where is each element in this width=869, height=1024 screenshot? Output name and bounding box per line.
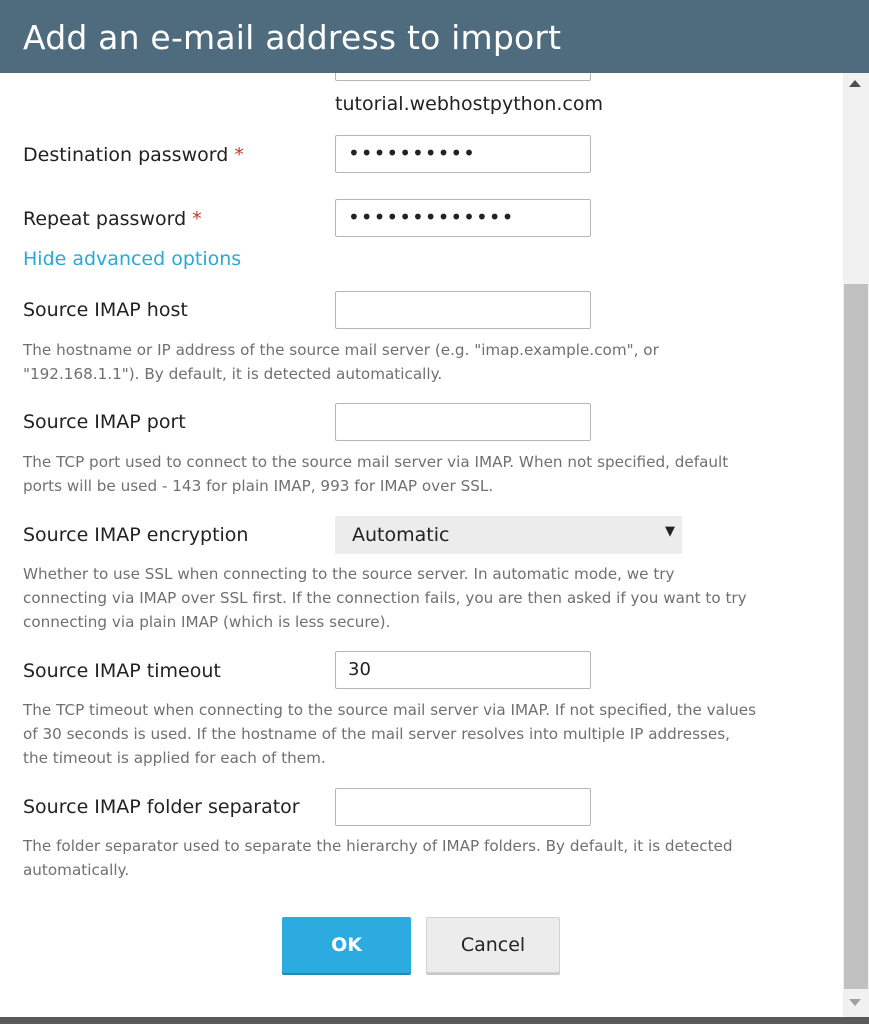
dialog-body (0, 73, 843, 1017)
domain-suffix: tutorial.webhostpython.com (335, 93, 604, 115)
email-local-part-input[interactable] (335, 73, 591, 81)
imap-port-input[interactable] (335, 403, 591, 441)
imap-timeout-label: Source IMAP timeout (23, 660, 221, 682)
imap-host-input[interactable] (335, 291, 591, 329)
scrollbar-thumb[interactable] (844, 284, 868, 989)
required-mark: * (234, 144, 244, 166)
imap-host-label: Source IMAP host (23, 299, 188, 321)
cancel-button[interactable]: Cancel (426, 917, 560, 973)
window-bottom-edge (0, 1017, 869, 1024)
imap-timeout-input[interactable]: 30 (335, 651, 591, 689)
required-mark: * (192, 208, 202, 230)
imap-encryption-select[interactable] (335, 516, 682, 554)
destination-password-label (23, 143, 244, 167)
imap-folder-separator-input[interactable] (335, 788, 591, 826)
destination-password-input[interactable]: •••••••••• (335, 135, 591, 173)
imap-encryption-hint: Whether to use SSL when connecting to the source server. In automatic mode, we try connecting via IMAP over SSL first. If the connection fails, you are then asked if you want to try connecting via plain IMAP (which is less secure). (23, 565, 747, 631)
repeat-password-label (23, 207, 202, 231)
ok-button[interactable]: OK (282, 917, 411, 973)
imap-port-label: Source IMAP port (23, 411, 186, 433)
hide-advanced-options-link[interactable]: Hide advanced options (23, 248, 242, 270)
imap-encryption-label: Source IMAP encryption (23, 524, 249, 546)
repeat-password-input[interactable]: ••••••••••••• (335, 199, 591, 237)
destination-password-label-text: Destination password (23, 144, 229, 166)
dialog-header (0, 0, 869, 73)
imap-timeout-hint: The TCP timeout when connecting to the source mail server via IMAP. If not specified, the values of 30 seconds is used. If the hostname of the mail server resolves into multiple IP addresses, the timeout is applied for each of them. (23, 701, 757, 767)
imap-folder-separator-hint: The folder separator used to separate the hierarchy of IMAP folders. By default, it is detected automatically. (23, 837, 733, 879)
dropdown-arrow-icon: ▼ (665, 524, 675, 539)
repeat-password-label-text: Repeat password (23, 208, 187, 230)
imap-port-hint: The TCP port used to connect to the source mail server via IMAP. When not specified, default ports will be used - 143 for plain IMAP, 993 for IMAP over SSL. (23, 453, 729, 495)
scroll-down-arrow-icon[interactable] (849, 999, 861, 1006)
imap-encryption-selected: Automatic (352, 524, 450, 546)
imap-host-hint: The hostname or IP address of the source mail server (e.g. "imap.example.com", or "192.168.1.1"). By default, it is detected automatically. (23, 341, 659, 383)
imap-folder-separator-label: Source IMAP folder separator (23, 796, 300, 818)
dialog-title: Add an e-mail address to import (23, 18, 562, 57)
scroll-up-arrow-icon[interactable] (849, 80, 861, 87)
